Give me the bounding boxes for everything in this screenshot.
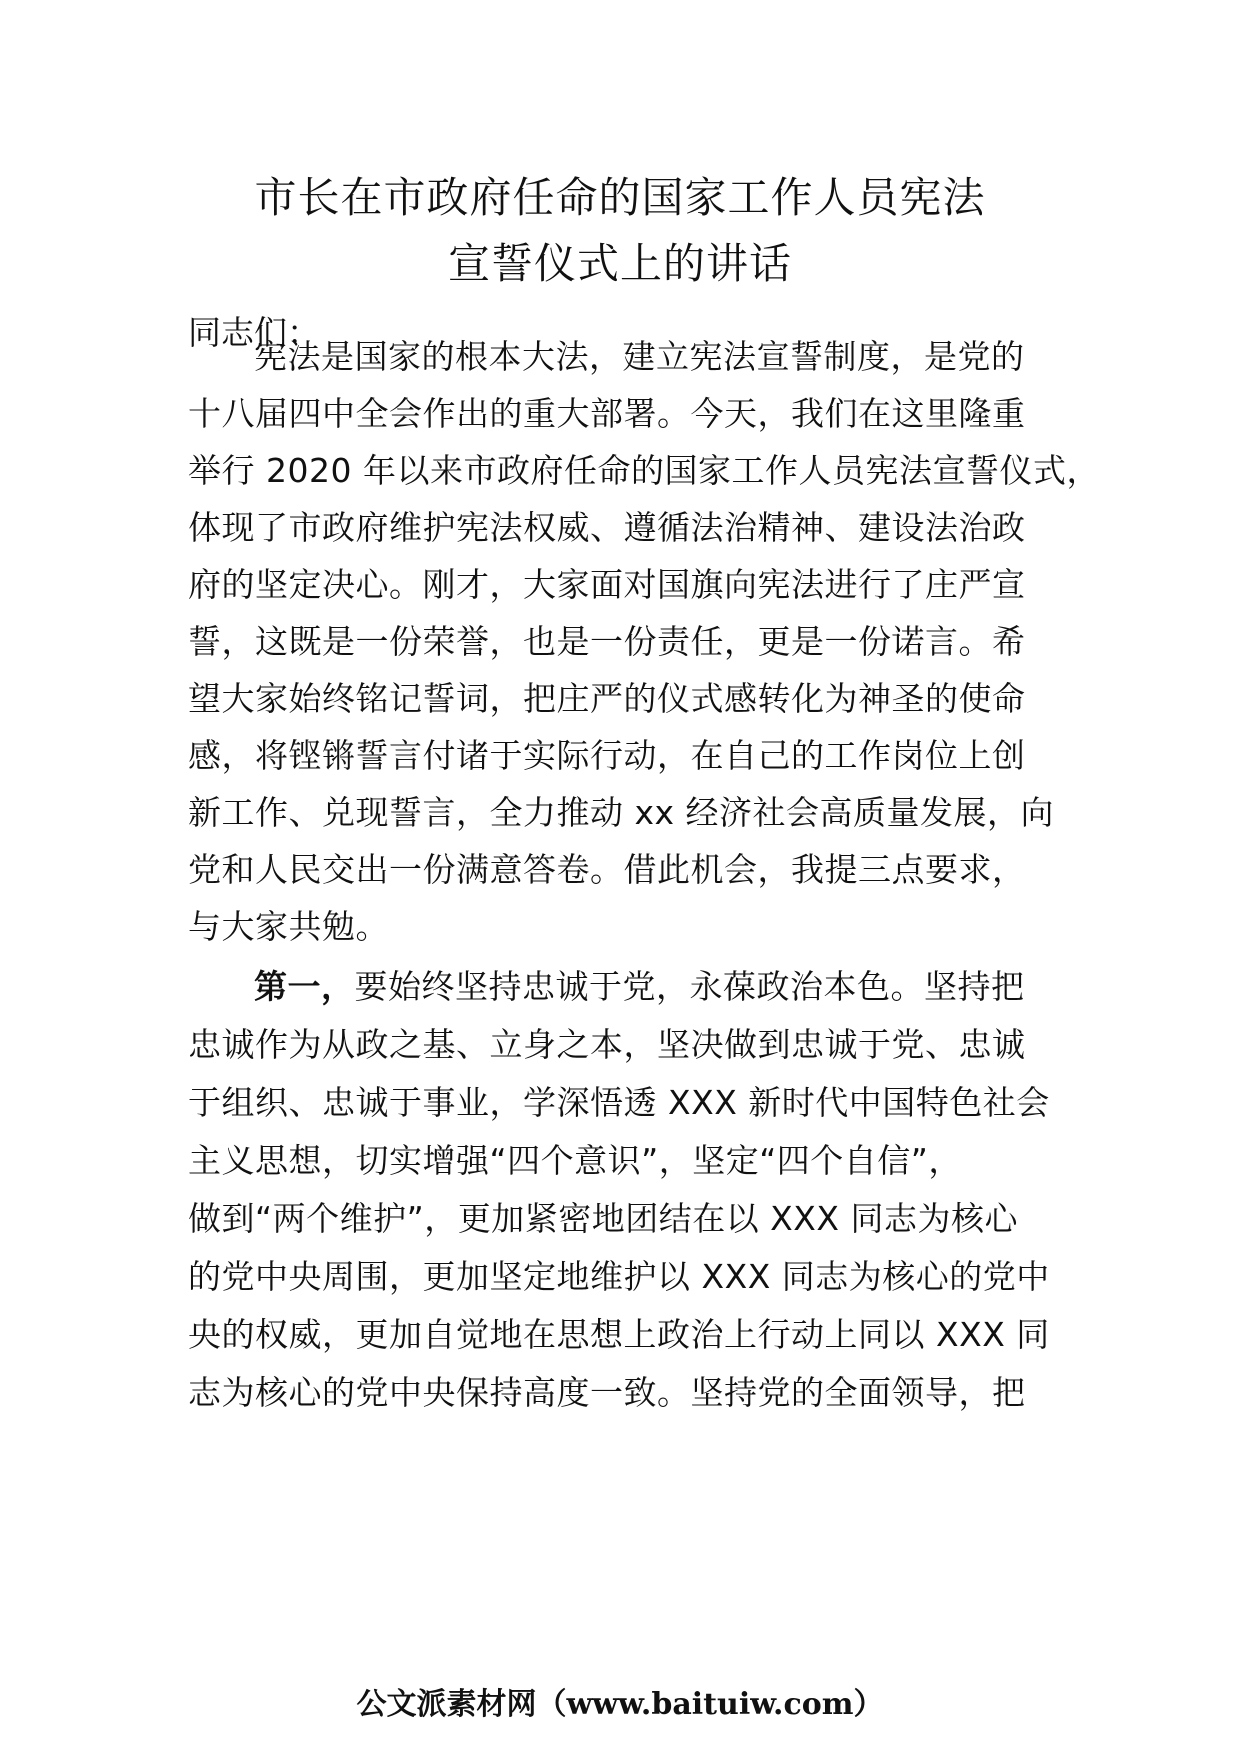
paragraph-line: 做到“两个维护”，更加紧密地团结在以 XXX 同志为核心 [188, 1199, 1018, 1238]
paragraph-line: 宪法是国家的根本大法，建立宪法宣誓制度，是党的 [254, 337, 1025, 376]
paragraph-line: 央的权威，更加自觉地在思想上政治上行动上同以 XXX 同 [188, 1315, 1050, 1354]
paragraph-line: 主义思想，切实增强“四个意识”，坚定“四个自信”， [188, 1141, 962, 1180]
paragraph-line: 感，将铿锵誓言付诸于实际行动，在自己的工作岗位上创 [188, 736, 1026, 775]
paragraph-line: 志为核心的党中央保持高度一致。坚持党的全面领导，把 [188, 1373, 1026, 1412]
paragraph-line: 与大家共勉。 [188, 907, 389, 946]
paragraph-line: 体现了市政府维护宪法权威、遵循法治精神、建设法治政 [188, 508, 1026, 547]
paragraph-line: 十八届四中全会作出的重大部署。今天，我们在这里隆重 [188, 394, 1026, 433]
salutation: 同志们： [188, 313, 320, 352]
paragraph-line: 新工作、兑现誓言，全力推动 xx 经济社会高质量发展，向 [188, 793, 1055, 832]
paragraph-line: 望大家始终铭记誓词，把庄严的仪式感转化为神圣的使命 [188, 679, 1026, 718]
paragraph-line: 举行 2020 年以来市政府任命的国家工作人员宪法宣誓仪式， [188, 451, 1100, 490]
paragraph-lead: 第一， [254, 967, 355, 1006]
paragraph-text: 要始终坚持忠诚于党，永葆政治本色。坚持把 [354, 967, 1025, 1006]
paragraph-line: 的党中央周围，更加坚定地维护以 XXX 同志为核心的党中 [188, 1257, 1050, 1296]
footer-source-text: 公文派素材网（www.baituiw.com） [356, 1687, 884, 1722]
document-title-line-2: 宣誓仪式上的讲话 [447, 239, 792, 288]
paragraph-line: 于组织、忠诚于事业，学深悟透 XXX 新时代中国特色社会 [188, 1083, 1050, 1122]
paragraph-line: 党和人民交出一份满意答卷。借此机会，我提三点要求， [188, 850, 1026, 889]
paragraph-line: 誓，这既是一份荣誉，也是一份责任，更是一份诺言。希 [188, 622, 1026, 661]
paragraph-line: 府的坚定决心。刚才，大家面对国旗向宪法进行了庄严宣 [188, 565, 1026, 604]
paragraph-line [254, 954, 1025, 1020]
paragraph-line: 忠诚作为从政之基、立身之本，坚决做到忠诚于党、忠诚 [188, 1025, 1026, 1064]
document-title-line-1: 市长在市政府任命的国家工作人员宪法 [254, 173, 986, 222]
